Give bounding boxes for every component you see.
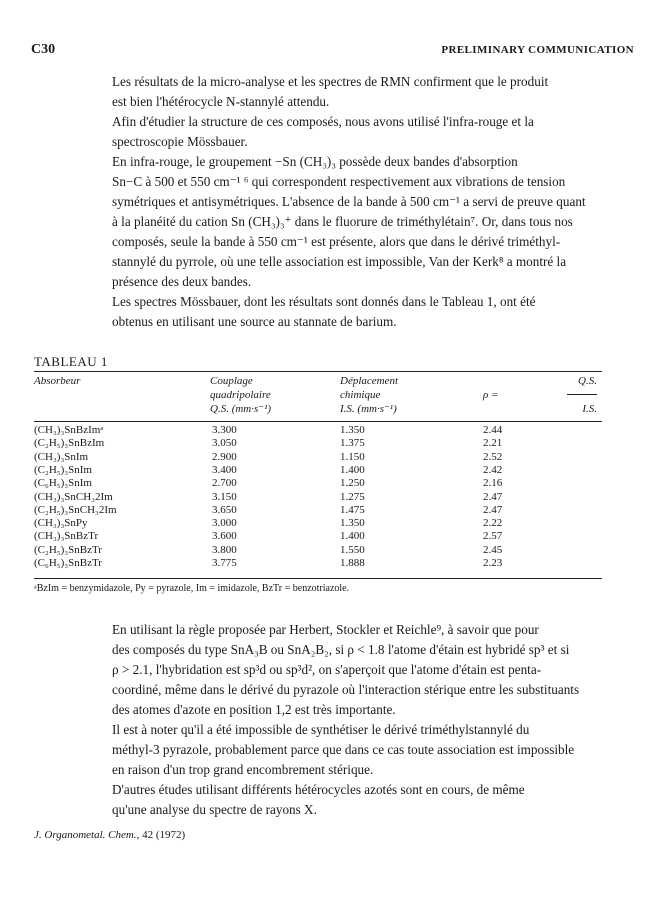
cell-qs: 3.050 [212, 437, 237, 450]
cell-qs: 3.150 [212, 490, 237, 503]
paragraph-methods [34, 112, 633, 152]
cell-rho: 2.44 [483, 424, 503, 436]
cell-rho: 2.47 [483, 503, 503, 516]
cell-qs: 3.650 [212, 503, 237, 516]
column-header-is [340, 374, 398, 416]
cell-rho: 2.16 [483, 477, 503, 490]
rho-fraction [483, 374, 599, 416]
cell-absorber: (C₆H₅)₃SnIm [34, 477, 92, 490]
cell-is: 1.150 [340, 450, 365, 463]
header-text: quadripolaire [210, 389, 271, 401]
journal-citation [34, 829, 185, 841]
column-header-absorber [34, 374, 80, 388]
cell-is: 1.350 [340, 424, 365, 436]
journal-name: J. Organometal. Chem. [34, 829, 137, 841]
cell-qs: 3.000 [212, 517, 237, 530]
table-row [0, 437, 672, 450]
text-line: des atomes d'azote en position 1,2 est très importante. [112, 702, 396, 717]
table-top-rule [34, 371, 602, 372]
cell-rho: 2.47 [483, 490, 503, 503]
text-line: à la planéité du cation Sn (CH₃)₃⁺ dans le fluorure de triméthylétain⁷. Or, dans tous nos [112, 214, 573, 229]
table-row [0, 464, 672, 477]
cell-is: 1.400 [340, 530, 365, 543]
cell-absorber: (C₂H₅)₃SnBzTr [34, 543, 102, 556]
cell-absorber: (CH₃)₃SnCH₃2Im [34, 490, 113, 503]
cell-qs: 3.600 [212, 530, 237, 543]
text-line: ρ > 2.1, l'hybridation est sp³d ou sp³d², on s'aperçoit que l'atome d'étain est penta- [112, 662, 542, 677]
text-line: composés, seule la bande à 550 cm⁻¹ est présente, alors que dans le dérivé triméthyl- [112, 234, 561, 249]
column-header-rho [483, 374, 599, 416]
paragraph-further-studies [34, 780, 633, 820]
text-line: stannylé du pyrrole, où une telle association est impossible, Van der Kerk⁸ a montré la [112, 254, 567, 269]
text-line: obtenus en utilisant une source au stannate de barium. [112, 314, 397, 329]
table-row [0, 477, 672, 490]
paragraph-synthesis-note [34, 720, 633, 780]
table-title: TABLEAU 1 [34, 354, 108, 369]
cell-qs: 2.700 [212, 477, 237, 490]
cell-qs: 3.800 [212, 543, 237, 556]
header-text: Absorbeur [34, 375, 81, 387]
cell-is: 1.275 [340, 490, 365, 503]
text-line: Les résultats de la micro-analyse et les spectres de RMN confirment que le produit [112, 74, 549, 89]
header-text: I.S. (mm·s⁻¹) [340, 403, 397, 415]
table-row [0, 451, 672, 464]
paragraph-infrared [34, 152, 633, 292]
text-line: Afin d'étudier la structure de ces composés, nous avons utilisé l'infra-rouge et la [112, 114, 534, 129]
text-line: méthyl-3 pyrazole, probablement parce que dans ce cas toute association est impossible [112, 742, 575, 757]
paragraph-mossbauer [34, 292, 633, 332]
column-header-qs [210, 374, 271, 416]
cell-is: 1.375 [340, 437, 365, 450]
journal-volume: , 42 (1972) [136, 829, 186, 841]
table-row [0, 530, 672, 543]
header-text: Couplage [210, 375, 253, 387]
cell-qs: 3.775 [212, 557, 237, 569]
cell-is: 1.400 [340, 463, 365, 476]
cell-rho: 2.22 [483, 517, 503, 530]
cell-qs: 3.400 [212, 463, 237, 476]
cell-rho: 2.23 [483, 557, 503, 569]
table-row [0, 491, 672, 504]
header-text: Q.S. (mm·s⁻¹) [210, 403, 272, 415]
table-row [0, 557, 672, 570]
fraction-bar [567, 394, 597, 395]
text-line: présence des deux bandes. [112, 274, 252, 289]
cell-qs: 2.900 [212, 450, 237, 463]
cell-qs: 3.300 [212, 424, 237, 436]
body-text-top [34, 72, 633, 332]
cell-rho: 2.21 [483, 437, 503, 450]
cell-absorber: (CH₃)₃SnPy [34, 517, 88, 530]
text-line: D'autres études utilisant différents hétérocycles azotés sont en cours, de même [112, 782, 525, 797]
text-line: Les spectres Mössbauer, dont les résultats sont donnés dans le Tableau 1, ont été [112, 294, 536, 309]
rho-numerator: Q.S. [578, 375, 597, 387]
cell-rho: 2.45 [483, 543, 503, 556]
text-line: En utilisant la règle proposée par Herbert, Stockler et Reichle⁹, à savoir que pour [112, 622, 539, 637]
table-bottom-rule [34, 578, 602, 579]
table-row [0, 544, 672, 557]
text-line: est bien l'hétérocycle N-stannylé attendu. [112, 94, 330, 109]
cell-absorber: (CH₃)₃SnIm [34, 450, 89, 463]
page-number: C30 [31, 42, 56, 57]
table-row [0, 504, 672, 517]
table-footnote: ᵃBzIm = benzymidazole, Py = pyrazole, Im = imidazole, BzTr = benzotriazole. [34, 583, 350, 594]
text-line: symétriques et antisymétriques. L'absence de la bande à 500 cm⁻¹ a servi de preuve quant [112, 194, 586, 209]
cell-is: 1.550 [340, 543, 365, 556]
cell-is: 1.475 [340, 503, 365, 516]
cell-absorber: (C₂H₅)₃SnCH₃2Im [34, 503, 117, 516]
text-line: En infra-rouge, le groupement −Sn (CH₃)₃ possède deux bandes d'absorption [112, 154, 518, 169]
paragraph-hybridization [34, 620, 633, 720]
rho-denominator: I.S. [582, 403, 597, 415]
text-line: qu'une analyse du spectre de rayons X. [112, 802, 317, 817]
table-header-rule [34, 421, 602, 422]
cell-rho: 2.57 [483, 530, 503, 543]
cell-absorber: (CH₃)₃SnBzTr [34, 530, 99, 543]
cell-is: 1.250 [340, 477, 365, 490]
cell-absorber: (CH₃)₃SnBzImᵃ [34, 424, 104, 436]
header-text: Déplacement [340, 375, 399, 387]
cell-rho: 2.52 [483, 450, 503, 463]
header-text: chimique [340, 389, 381, 401]
paragraph-microanalysis [34, 72, 633, 112]
table-row [0, 517, 672, 530]
text-line: coordiné, même dans le dérivé du pyrazole où l'interaction stérique entre les substituants [112, 682, 580, 697]
body-text-bottom [34, 620, 633, 820]
text-line: spectroscopie Mössbauer. [112, 134, 248, 149]
cell-absorber: (C₆H₅)₃SnBzTr [34, 557, 102, 569]
cell-is: 1.350 [340, 517, 365, 530]
table-row [0, 424, 672, 437]
rho-symbol: ρ = [483, 389, 499, 401]
running-title: PRELIMINARY COMMUNICATION [441, 44, 634, 56]
text-line: Sn−C à 500 et 550 cm⁻¹ ⁶ qui correspondent respectivement aux vibrations de tension [112, 174, 566, 189]
cell-rho: 2.42 [483, 463, 503, 476]
cell-absorber: (C₂H₅)₃SnBzIm [34, 437, 105, 450]
cell-absorber: (C₂H₅)₃SnIm [34, 463, 92, 476]
text-line: en raison d'un trop grand encombrement stérique. [112, 762, 374, 777]
text-line: Il est à noter qu'il a été impossible de synthétiser le dérivé triméthylstannylé du [112, 722, 530, 737]
cell-is: 1.888 [340, 557, 365, 569]
text-line: des composés du type SnA₃B ou SnA₂B₂, si ρ < 1.8 l'atome d'étain est hybridé sp³ et si [112, 642, 570, 657]
